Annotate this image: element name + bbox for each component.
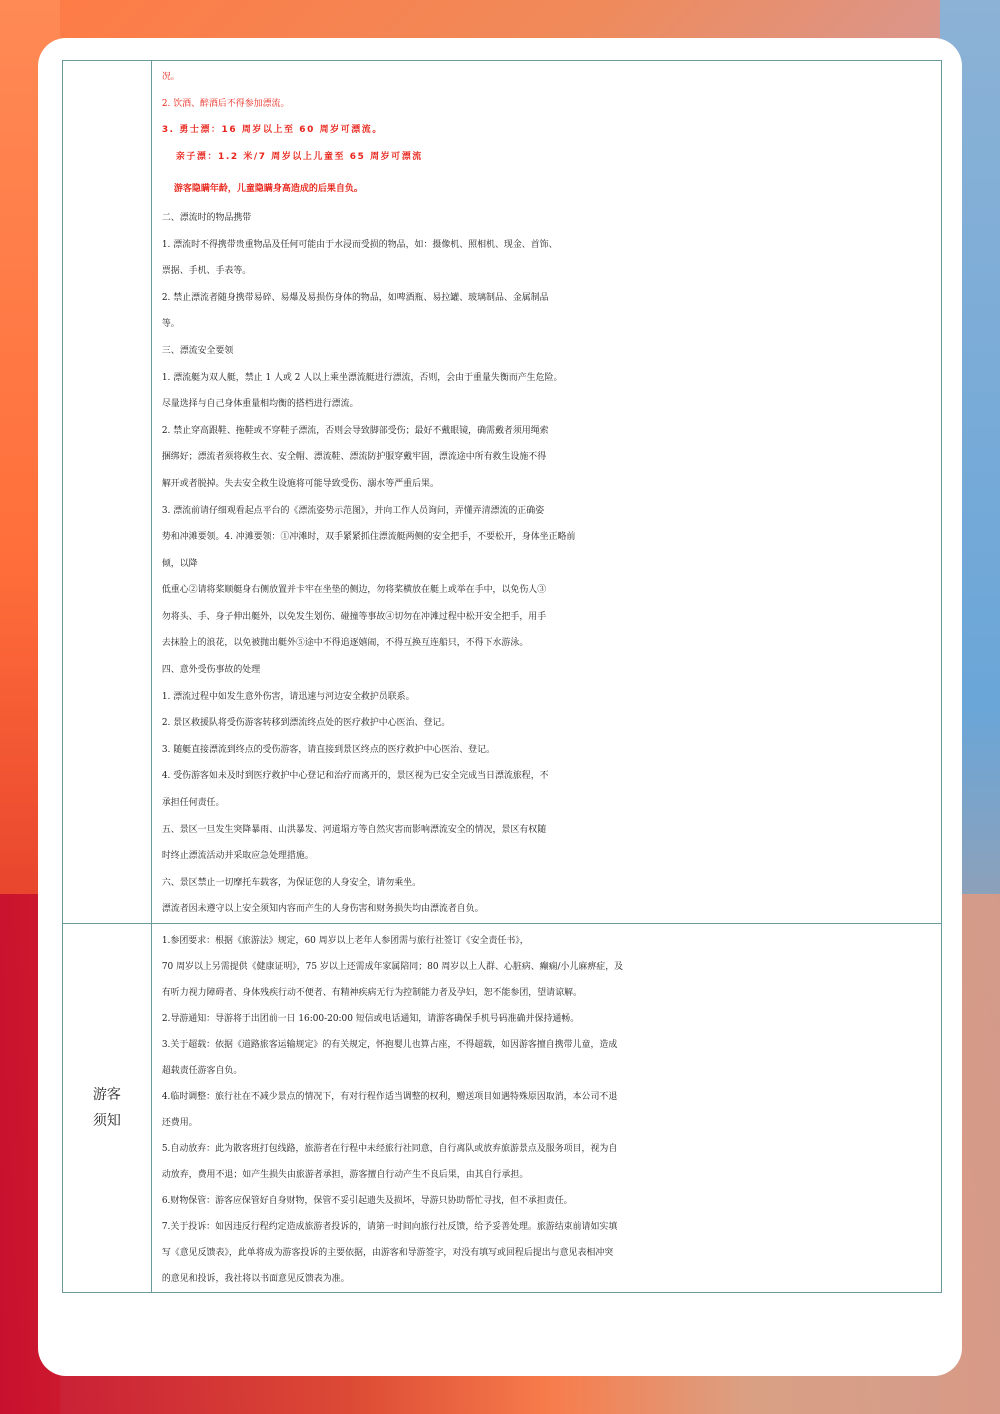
notice-line: 写《意见反馈表》，此单将成为游客投诉的主要依据，由游客和导游签字，对没有填写或回程后提出与意见表相冲突 <box>161 1248 614 1258</box>
rafting-line: 1. 漂流艇为双人艇，禁止 1 人或 2 人以上乘坐漂流艇进行漂流，否则，会由于重量失衡而产生危险。 <box>161 372 563 383</box>
notice-line: 6.财物保管：游客应保管好自身财物，保管不妥引起遗失及损坏，导游只协助帮忙寻找，但不承担责任。 <box>161 1196 573 1206</box>
notice-line: 动放弃，费用不退；如产生损失由旅游者承担，游客擅自行动产生不良后果，由其自行承担。 <box>161 1170 529 1180</box>
rafting-line: 时终止漂流活动并采取应急处理措施。 <box>161 851 314 862</box>
rafting-line: 1. 漂流时不得携带贵重物品及任何可能由于水浸而受损的物品，如：摄像机、照相机、现金、首饰、 <box>161 239 558 250</box>
section-heading-disaster: 五、景区一旦发生突降暴雨、山洪暴发、河道塌方等自然灾害而影响漂流安全的情况，景区有权随 <box>161 824 547 835</box>
notice-line: 5.自动放弃：此为散客班打包线路，旅游者在行程中未经旅行社同意，自行离队或放弃旅游景点及服务项目，视为自 <box>161 1144 618 1154</box>
notice-line: 2.导游通知：导游将于出团前一日 16:00-20:00 短信或电话通知，请游客确保手机号码准确并保持通畅。 <box>161 1014 580 1024</box>
section-heading-items: 二、漂流时的物品携带 <box>161 212 252 223</box>
rafting-line: 倾，以降 <box>161 558 198 569</box>
rafting-line: 低重心②请将桨顺艇身右侧放置并卡牢在坐垫的侧边，勿将桨横放在艇上或举在手中，以免伤人③ <box>161 585 547 596</box>
rafting-line-family-age: 亲子漂：1.2 米/7 周岁以上儿童至 65 周岁可漂流 <box>175 151 423 162</box>
notice-line: 超载责任游客自负。 <box>161 1066 243 1076</box>
rafting-line: 2. 景区救援队将受伤游客转移到漂流终点处的医疗救护中心医治、登记。 <box>161 718 451 729</box>
label-line-1: 游客 <box>92 1087 121 1103</box>
rafting-line: 2. 禁止漂流者随身携带易碎、易爆及易损伤身体的物品，如啤酒瓶、易拉罐、玻璃制品、金属制品 <box>161 292 549 303</box>
label-line-2: 须知 <box>92 1113 121 1129</box>
notice-line: 70 周岁以上另需提供《健康证明》，75 岁以上还需成年家属陪同；80 周岁以上人群、心脏病、癫痫/小儿麻痹症，及 <box>161 962 624 972</box>
rafting-line: 解开或者脱掉。失去安全救生设施将可能导致受伤、溺水等严重后果。 <box>161 478 439 489</box>
notice-line: 的意见和投诉，我社将以书面意见反馈表为准。 <box>161 1274 350 1284</box>
rafting-line: 承担任何责任。 <box>161 798 225 809</box>
rafting-disclaimer: 漂流者因未遵守以上安全须知内容而产生的人身伤害和财务损失均由漂流者自负。 <box>161 904 484 915</box>
notice-line: 还费用。 <box>161 1118 198 1128</box>
rafting-notes-content-cell <box>151 61 941 924</box>
rafting-line: 3. 漂流前请仔细观看起点平台的《漂流姿势示范图》，并向工作人员询问，弄懂弄清漂流的正确姿 <box>161 505 545 516</box>
rafting-line: 3. 随艇直接漂流到终点的受伤游客，请直接到景区终点的医疗救护中心医治、登记。 <box>161 744 495 755</box>
section-heading-motorcycle: 六、景区禁止一切摩托车载客，为保证您的人身安全，请勿乘坐。 <box>161 877 422 888</box>
rafting-line: 况。 <box>161 72 180 82</box>
rafting-line: 4. 受伤游客如未及时到医疗救护中心登记和治疗而离开的，景区视为已安全完成当日漂流旅程，不 <box>161 771 549 782</box>
itinerary-table <box>62 60 942 1293</box>
rafting-line-adult-age: 3. 勇士漂：16 周岁以上至 60 周岁可漂流。 <box>161 125 383 136</box>
rafting-line: 2. 禁止穿高跟鞋、拖鞋或不穿鞋子漂流，否则会导致脚部受伤；最好不戴眼镜，确需戴者须用绳索 <box>161 425 549 436</box>
notice-line: 7.关于投诉：如因违反行程约定造成旅游者投诉的，请第一时间向旅行社反馈，给予妥善处理。旅游结束前请如实填 <box>161 1222 618 1232</box>
tourist-notice-label <box>87 1082 127 1134</box>
rafting-notes-row <box>63 61 942 924</box>
rafting-line: 票据、手机、手表等。 <box>161 266 252 277</box>
rafting-line: 1. 漂流过程中如发生意外伤害，请迅速与河边安全救护员联系。 <box>161 691 415 702</box>
rafting-age-warning: 游客隐瞒年龄，儿童隐瞒身高造成的后果自负。 <box>173 184 363 195</box>
rafting-line: 勿将头、手、身子伸出艇外，以免发生划伤、碰撞等事故④切勿在冲滩过程中松开安全把手，用手 <box>161 611 547 622</box>
notice-line: 1.参团要求：根据《旅游法》规定，60 周岁以上老年人参团需与旅行社签订《安全责任书》， <box>161 936 529 946</box>
rafting-line: 2. 饮酒、醉酒后不得参加漂流。 <box>161 98 290 109</box>
rafting-line: 去抹脸上的浪花，以免被抛出艇外⑤途中不得追逐嬉闹，不得互换互连船只，不得下水游泳。 <box>161 638 529 649</box>
rafting-notes-label-cell <box>63 61 152 924</box>
tourist-notice-content-cell <box>151 924 941 1293</box>
tourist-notice-label-cell <box>63 924 152 1293</box>
rafting-line: 势和冲滩要领。4. 冲滩要领：①冲滩时，双手紧紧抓住漂流艇两侧的安全把手，不要松开，身体坐正略前 <box>161 532 576 543</box>
section-heading-safety: 三、漂流安全要领 <box>161 345 234 356</box>
rafting-line: 捆绑好；漂流者须将救生衣、安全帽、漂流鞋、漂流防护服穿戴牢固，漂流途中所有救生设施不得 <box>161 452 547 463</box>
section-heading-accidents: 四、意外受伤事故的处理 <box>161 665 261 676</box>
notice-line: 有听力视力障碍者、身体残疾行动不便者、有精神疾病无行为控制能力者及孕妇，恕不能参团，望请谅解。 <box>161 988 582 998</box>
rafting-line: 等。 <box>161 319 180 330</box>
tourist-notice-row <box>63 924 942 1293</box>
rafting-line: 尽量选择与自己身体重量相均衡的搭档进行漂流。 <box>161 399 359 410</box>
notice-line: 3.关于超载：依据《道路旅客运输规定》的有关规定，怀抱婴儿也算占座，不得超载，如因游客擅自携带儿童，造成 <box>161 1040 618 1050</box>
notice-line: 4.临时调整：旅行社在不减少景点的情况下，有对行程作适当调整的权利，赠送项目如遇特殊原因取消，本公司不退 <box>161 1092 618 1102</box>
